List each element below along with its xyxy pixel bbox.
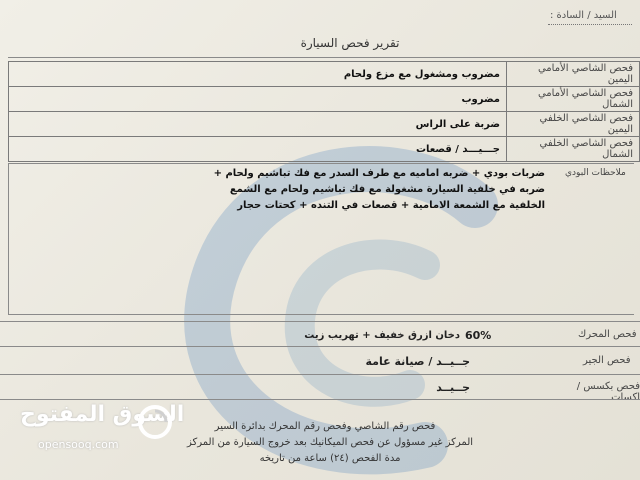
watermark-mark-icon (138, 405, 172, 439)
gearbox-value: جــيــد / صيانة عامة (365, 355, 470, 368)
axles-divider (0, 374, 640, 375)
watermark-brand-arabic: السوق المفتوح (20, 402, 185, 427)
table-row (9, 112, 640, 137)
footer-line-1: فحص رقم الشاصي وفحص رقم المحرك بدائرة السير (214, 421, 436, 432)
title-divider (8, 57, 640, 58)
axles-label: فحص بكسس / اكسات (576, 381, 640, 403)
addressee-line: السيد / السادة : (550, 10, 617, 21)
report-title: تقرير فحص السيارة (300, 36, 400, 50)
chassis-front-right-label: فحص الشاصي الأمامي اليمين (507, 62, 640, 87)
table-row (9, 137, 640, 162)
axles-value: جــيــد (436, 381, 470, 394)
watermark-brand-latin: opensooq.com (38, 438, 119, 451)
addressee-underline (548, 24, 632, 25)
footer-line-2: المركز غير مسؤول عن فحص الميكانيك بعد خروج السيارة من المركز (186, 437, 474, 448)
engine-divider (0, 321, 640, 322)
gearbox-divider (0, 346, 640, 347)
gearbox-label: فحص الجير (583, 355, 631, 366)
engine-percent: 60% (465, 329, 492, 342)
engine-value: دخان ازرق خفيف + تهريب زيت (304, 330, 460, 341)
chassis-rear-right-value: ضربة على الراس (9, 112, 507, 137)
chassis-front-right-value: مضروب ومشغول مع مزع ولحام (9, 62, 507, 87)
engine-label: فحص المحرك (578, 329, 637, 340)
chassis-front-left-value: مضروب (9, 87, 507, 112)
chassis-rear-right-label: فحص الشاصي الخلفي اليمين (507, 112, 640, 137)
chassis-table (8, 61, 640, 162)
chassis-rear-left-label: فحص الشاصي الخلفي الشمال (507, 137, 640, 162)
axles-bottom-divider (0, 399, 640, 400)
table-row (9, 62, 640, 87)
chassis-front-left-label: فحص الشاصي الأمامي الشمال (507, 87, 640, 112)
chassis-rear-left-value: جـــيـــد / قصعات (9, 137, 507, 162)
notes-text: ضربات بودي + ضربه اماميه مع طرف السدر مع فك تباشيم ولحام + ضربه في خلفية السيارة مشغولة مع فك تباشيم ولحام مع الشمع الخلفية مع الشمعة الامامية + قصعات في التنده + كحتات حجار (213, 168, 545, 211)
table-row (9, 87, 640, 112)
footer-line-3: مدة الفحص (٢٤) ساعة من تاريخه (259, 453, 401, 464)
notes-label: ملاحظات البودي (565, 168, 626, 178)
